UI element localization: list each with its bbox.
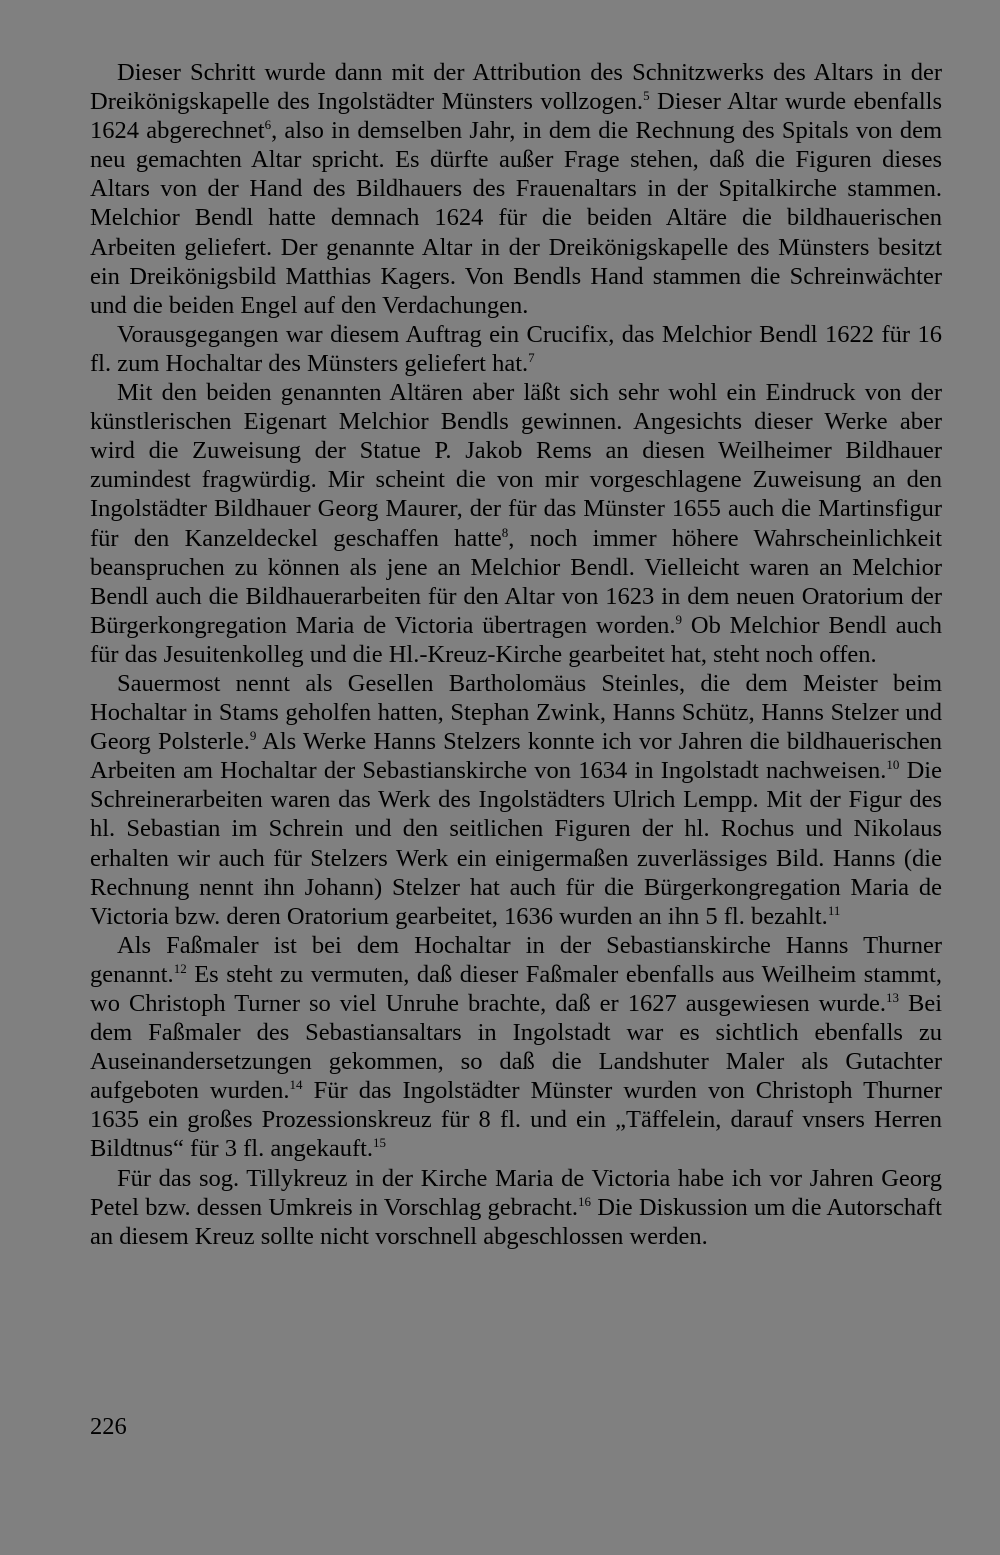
paragraph-text: Ob Melchior Bendl auch für das Jesuitenkolleg und die Hl.-Kreuz-Kirche gearbeitet hat, steht noch offen. [90,611,942,668]
footnote-marker: 8 [501,524,509,540]
footnote-marker: 6 [264,117,272,133]
paragraph-text: Als Werke Hanns Stelzers konnte ich vor Jahren die bildhauerischen Arbeiten am Hochaltar der Sebastianskirche von 1634 in Ingolstadt nachweisen. [90,728,942,785]
footnote-marker: 12 [173,960,187,976]
paragraph-text: Es steht zu vermuten, daß dieser Faßmaler ebenfalls aus Weilheim stammt, wo Christoph Turner so viel Unruhe brachte, daß er 1627 ausgewiesen wurde. [90,960,942,1017]
footnote-marker: 15 [373,1135,387,1151]
paragraph-text: Für das Ingolstädter Münster wurden von Christoph Thurner 1635 ein großes Prozessionskreuz für 8 fl. und ein „Täffelein, darauf vnsers Herren Bildtnus“ für 3 fl. angekauft. [90,1077,942,1163]
paragraph-text: Dieser Altar wurde ebenfalls 1624 abgerechnet [90,88,942,145]
footnote-marker: 10 [886,757,900,773]
footnote-marker: 9 [249,728,257,743]
paragraph-text: Die Diskussion um die Autorschaft an diesem Kreuz sollte nicht vorschnell abgeschlossen werden. [90,1193,942,1250]
footnote-marker: 16 [578,1193,592,1209]
footnote-marker: 9 [675,611,683,627]
paragraph-text: Die Schreinerarbeiten waren das Werk des Ingolstädters Ulrich Lempp. Mit der Figur des hl. Sebastian im Schrein und den seitlichen Figuren der hl. Rochus und Nikolaus erhalten wir auch für Stelzers Werk ein einigermaßen zuverlässiges Bild. Hanns (die Rechnung nennt ihn Johann) Stelzer hat auch für die Bürgerkongregation Maria de Victoria bzw. deren Oratorium gearbeitet, 1636 wurden an ihn 5 fl. bezahlt. [90,757,942,930]
page-body [90,58,942,1251]
paragraph-text: Dieser Schritt wurde dann mit der Attribution des Schnitzwerks des Altars in der Dreikönigskapelle des Ingolstädter Münsters vollzogen. [90,59,942,116]
paragraph [90,931,942,1164]
footnote-marker: 7 [528,349,535,365]
paragraph [90,320,942,378]
paragraph [90,669,942,931]
paragraph-text: Vorausgegangen war diesem Auftrag ein Crucifix, das Melchior Bendl 1622 für 16 fl. zum Hochaltar des Münsters geliefert hat. [90,320,942,377]
footnote-marker: 14 [289,1077,303,1093]
page-number: 226 [90,1413,127,1440]
paragraph-text: Sauermost nennt als Gesellen Bartholomäus Steinles, die dem Meister beim Hochaltar in Stams geholfen hatten, Stephan Zwink, Hanns Schütz, Hanns Stelzer und Georg Polsterle. [90,669,942,756]
paragraph-text: Für das sog. Tillykreuz in der Kirche Maria de Victoria habe ich vor Jahren Georg Petel bzw. dessen Umkreis in Vorschlag gebracht. [90,1164,942,1221]
paragraph-text: Mit den beiden genannten Altären aber läßt sich sehr wohl ein Eindruck von der künstlerischen Eigenart Melchior Bendls gewinnen. Angesichts dieser Werke aber wird die Zuweisung der Statue P. Jakob Rems an diesen Weilheimer Bildhauer zumindest fragwürdig. Mir scheint die von mir vorgeschlagene Zuweisung an den Ingolstädter Bildhauer Georg Maurer, der für das Münster 1655 auch die Martinsfigur für den Kanzeldeckel geschaffen hatte [90,379,942,552]
paragraph [90,378,942,669]
footnote-marker: 11 [827,902,841,918]
paragraph [90,1164,942,1251]
footnote-marker: 13 [885,989,899,1005]
paragraph-text: Als Faßmaler ist bei dem Hochaltar in der Sebastianskirche Hanns Thurner genannt. [90,931,942,988]
footnote-marker: 5 [643,87,650,103]
paragraph-text: Bei dem Faßmaler des Sebastiansaltars in Ingolstadt war es sichtlich ebenfalls zu Auseinandersetzungen gekommen, so daß die Landshuter Maler als Gutachter aufgeboten wurden. [90,990,942,1105]
paragraph [90,58,942,320]
paragraph-text: , also in demselben Jahr, in dem die Rechnung des Spitals von dem neu gemachten Altar spricht. Es dürfte außer Frage stehen, daß die Figuren dieses Altars von der Hand des Bildhauers des Frauenaltars in der Spitalkirche stammen. Melchior Bendl hatte demnach 1624 für die beiden Altäre die bildhauerischen Arbeiten geliefert. Der genannte Altar in der Dreikönigskapelle des Münsters besitzt ein Dreikönigsbild Matthias Kagers. Von Bendls Hand stammen die Schreinwächter und die beiden Engel auf den Verdachungen. [90,117,943,319]
paragraph-text: , noch immer höhere Wahrscheinlichkeit beanspruchen zu können als jene an Melchior Bendl. Vielleicht waren an Melchior Bendl auch die Bildhauerarbeiten für den Altar von 1623 in dem neuen Oratorium der Bürgerkongregation Maria de Victoria übertragen worden. [90,524,942,639]
